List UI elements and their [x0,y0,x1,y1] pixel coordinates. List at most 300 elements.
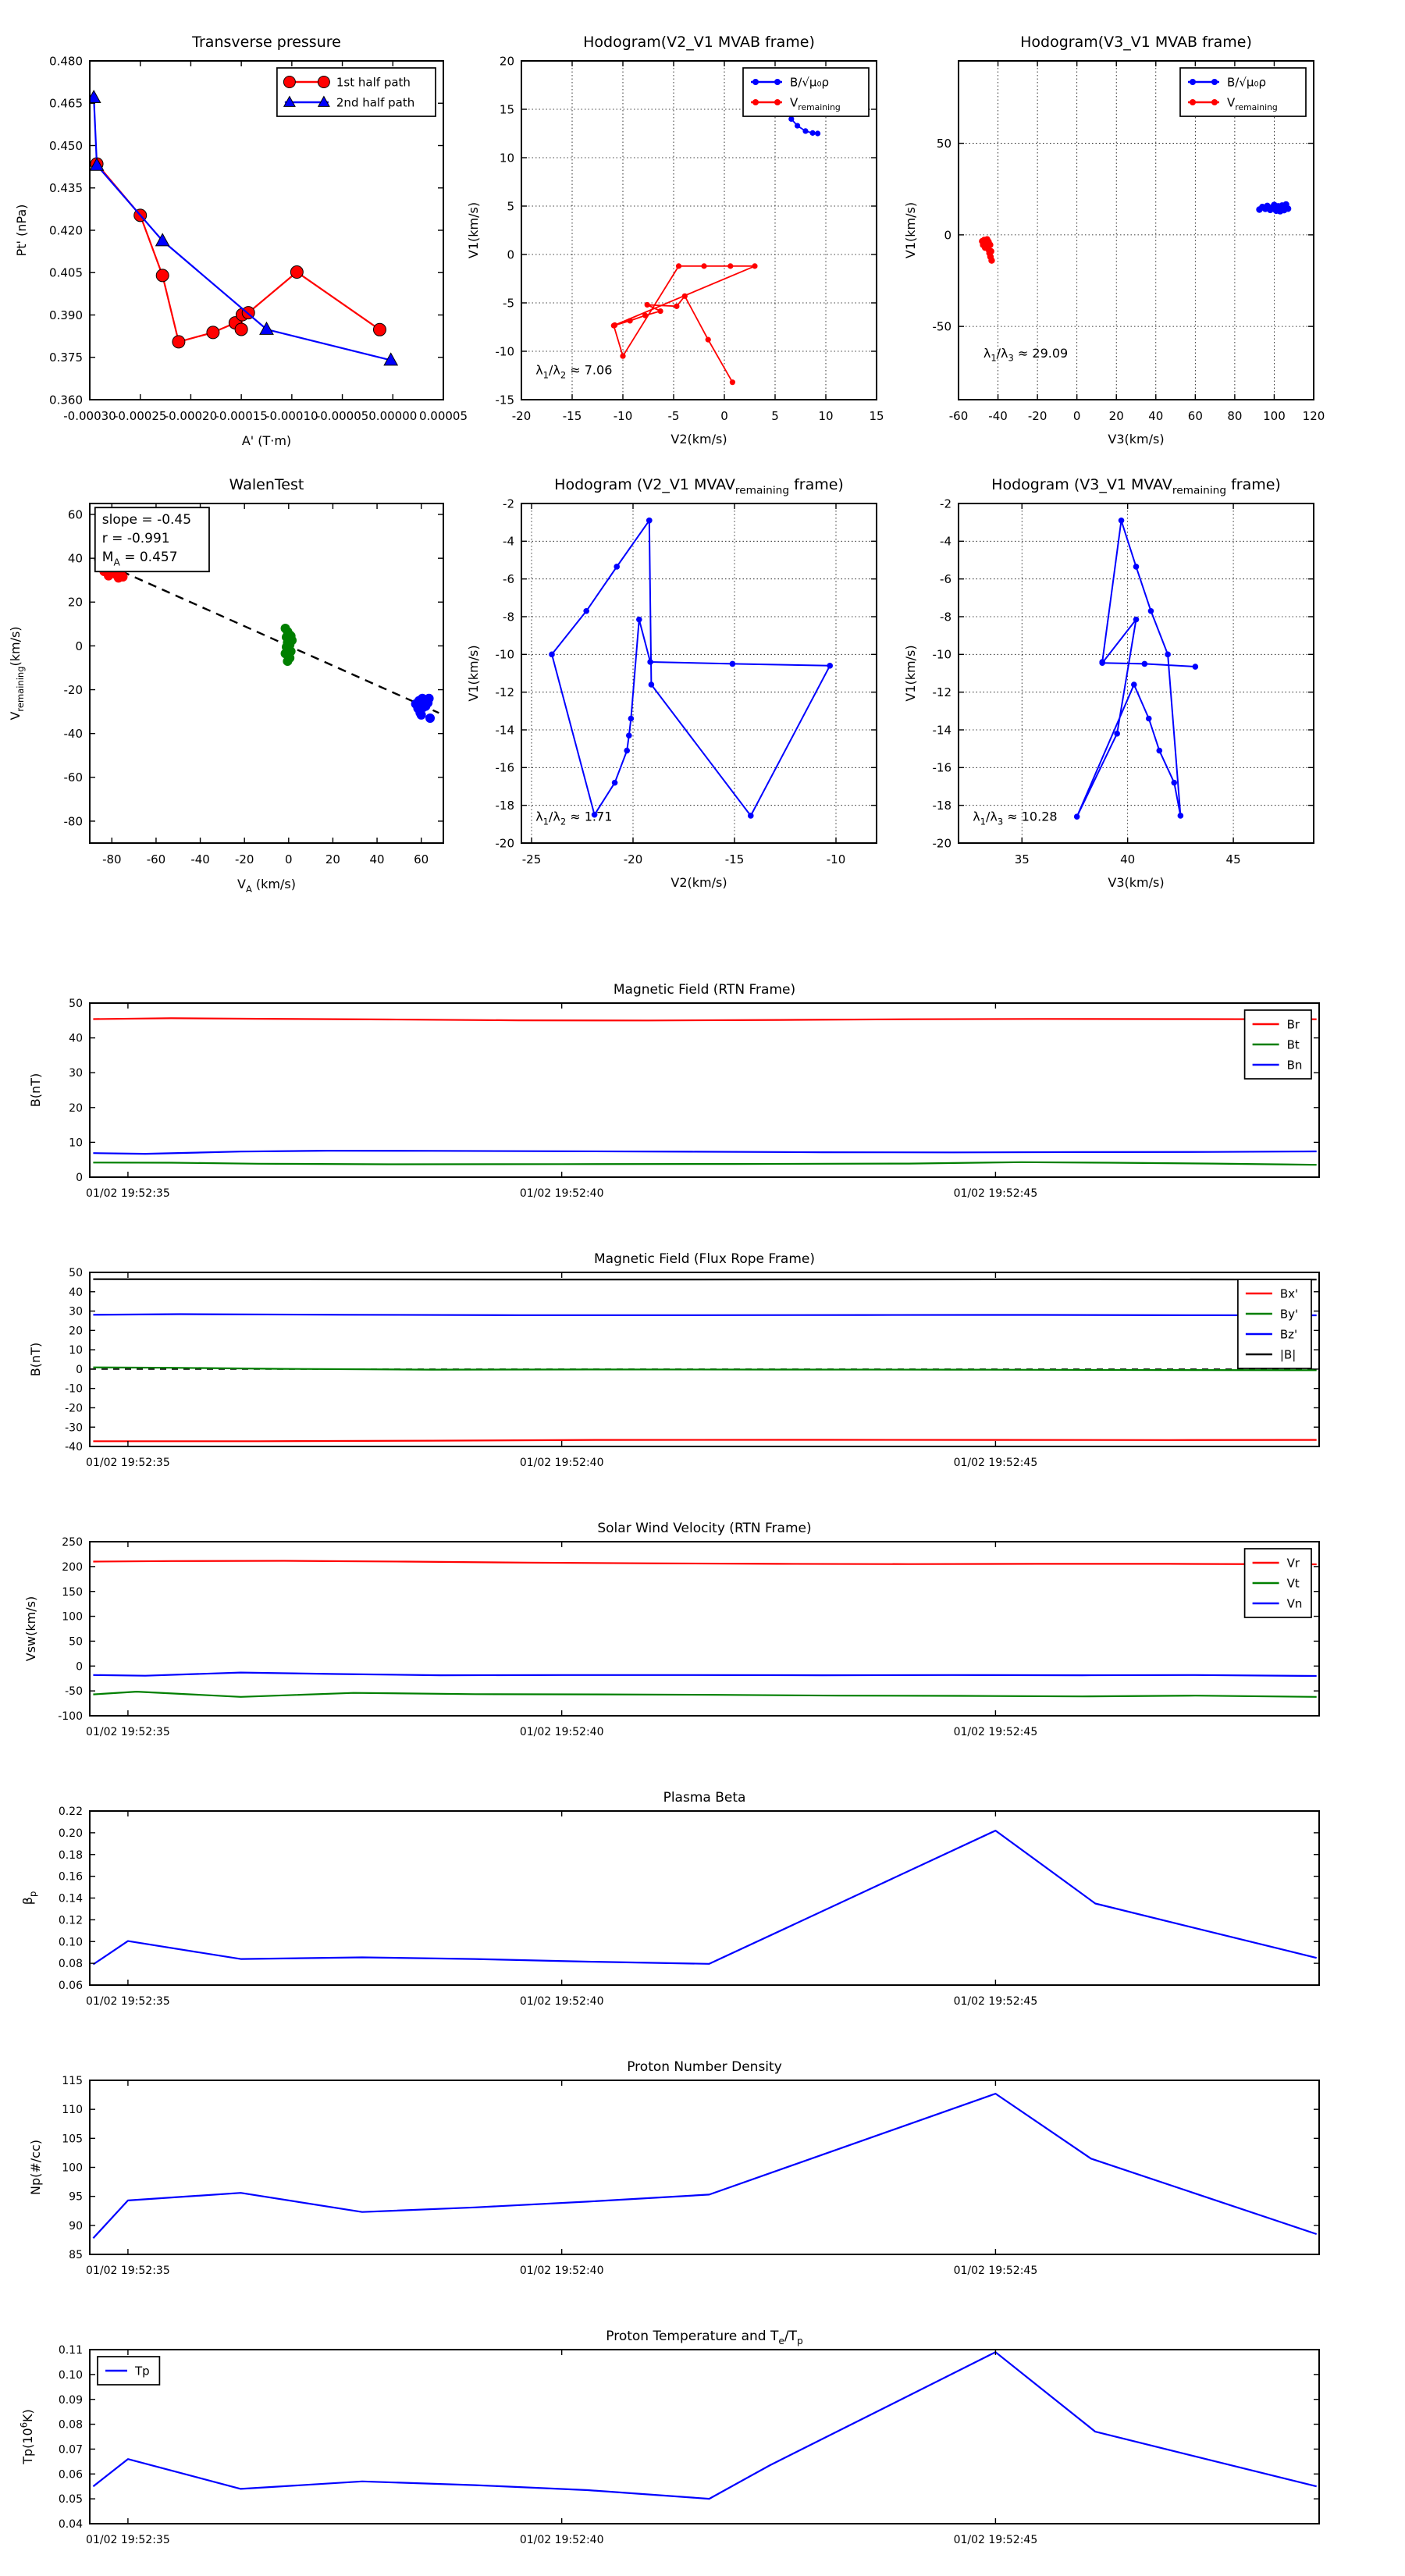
plot-area [93,1831,1316,1964]
marker-dot [642,313,648,318]
plot-area [87,91,398,365]
marker-dot [612,780,618,786]
marker-dot [1190,79,1196,85]
x-tick-label: 5 [771,409,779,423]
y-tick-label: 0.16 [58,1870,83,1884]
x-tick-label: -20 [1027,409,1048,423]
x-tick-label: 01/02 19:52:45 [953,1726,1038,1738]
y-axis-label: Vsw(km/s) [23,1596,38,1662]
y-tick-label: 0.360 [49,393,83,407]
marker-dot [1211,79,1218,85]
y-tick-label: 100 [62,2161,83,2175]
x-tick-label: -60 [948,409,969,423]
series-bx-line [93,1440,1316,1442]
legend-label-br: Br [1286,1017,1300,1032]
y-tick-label: 250 [62,1536,83,1550]
annotation-text: $M_A = 0.457$ [101,550,178,568]
y-tick-label: -18 [495,799,514,813]
x-axis-label: V3(km/s) [1108,875,1165,890]
marker-circle [290,266,303,279]
x-tick-label: 01/02 19:52:35 [86,2534,170,2546]
y-tick-label: -2 [503,496,514,511]
panel-title: Magnetic Field (Flux Rope Frame) [594,1251,815,1267]
marker-dot [1193,664,1199,670]
series-vr-line [93,1561,1316,1565]
y-tick-label: 0.06 [58,1980,83,1993]
series-np-line [93,2094,1316,2238]
y-tick-label: -14 [495,723,514,738]
marker-dot [988,258,994,264]
y-axis-label: V1(km/s) [466,201,481,259]
marker-dot [1133,564,1140,570]
y-tick-label: 0.18 [58,1848,83,1862]
y-tick-label: -20 [63,682,83,697]
panel-plasma-beta [20,1790,1319,2008]
marker-dot [795,123,800,128]
y-tick-label: 0.12 [58,1914,83,1927]
y-tick-label: -50 [932,319,951,334]
marker-dot [1146,716,1152,722]
y-tick-label: -30 [65,1421,83,1435]
grid [521,503,877,843]
ticks [90,1272,1319,1446]
y-tick-label: 0.375 [49,350,83,365]
series-fit-line-line [94,559,439,713]
x-tick-label: 60 [414,852,429,866]
x-tick-label: -5 [667,409,680,423]
y-tick-label: 0.405 [49,265,83,280]
y-tick-label: 50 [936,136,951,151]
plot-area [93,1018,1316,1165]
panel-transverse-pressure [14,34,468,448]
y-tick-label: 0.420 [49,223,83,238]
panel-title: Hodogram(V3_V1 MVAB frame) [1020,34,1252,51]
y-tick-label: 0.22 [58,1806,83,1819]
x-tick-label: 01/02 19:52:35 [86,1726,170,1738]
panel-title: Hodogram (V3_V1 $MVAV_{remaining}$ frame) [991,476,1281,497]
marker-dot [647,659,653,665]
y-tick-label: 150 [62,1585,83,1599]
y-axis-label: $\beta_p$ [20,1891,38,1905]
marker-dot [612,322,617,328]
x-tick-label: 0.00000 [368,409,418,423]
ticks [90,1542,1319,1716]
marker-circle [207,326,219,339]
x-tick-label: 01/02 19:52:40 [519,1457,604,1469]
axes-frame [90,2350,1319,2524]
y-tick-label: 50 [69,998,83,1011]
y-tick-label: -50 [65,1685,83,1699]
x-tick-label: -25 [521,852,542,866]
panel-title: Transverse pressure [192,34,341,51]
x-tick-label: 01/02 19:52:35 [86,2265,170,2277]
x-tick-label: 01/02 19:52:40 [519,1995,604,2008]
marker-dot [752,263,757,269]
marker-dot [1190,99,1196,105]
legend [1238,1279,1311,1368]
y-tick-label: 115 [62,2075,83,2088]
x-tick-label: -60 [146,852,166,866]
y-tick-label: -60 [63,770,83,785]
x-tick-label: -20 [623,852,643,866]
x-tick-label: -80 [102,852,122,866]
y-tick-label: 0.04 [58,2518,83,2532]
y-tick-label: -4 [940,534,951,549]
marker-dot [1171,780,1177,786]
ticks [521,503,877,843]
x-tick-label: 0 [1072,409,1081,423]
x-tick-label: 60 [1187,409,1203,423]
y-tick-label: 50 [69,1267,83,1280]
marker-dot [620,354,625,359]
marker-dot [1133,617,1140,623]
x-tick-label: -40 [190,852,210,866]
series-beta-p-line [93,1831,1316,1964]
marker-dot [636,617,642,623]
ticks [959,503,1314,843]
x-tick-label: 0.00005 [418,409,468,423]
marker-dot [730,379,735,385]
marker-dot [774,99,781,105]
x-tick-label: -0.00025 [113,409,167,423]
x-tick-label: 0 [720,409,728,423]
series-bz-line [93,1315,1316,1316]
y-tick-label: -14 [932,723,951,738]
marker-circle [156,269,169,282]
y-tick-label: 5 [507,199,514,214]
marker-circle [235,323,247,336]
plot-area [611,116,820,385]
plot-area [1074,518,1198,820]
y-tick-label: -10 [495,344,514,359]
legend-label-by: By' [1279,1307,1299,1322]
marker-dot [752,99,759,105]
y-tick-label: 0.09 [58,2393,83,2407]
marker-circle [318,76,329,88]
series-v-path-line [552,521,830,816]
axes-frame [90,2080,1319,2254]
marker-circle [373,323,386,336]
x-tick-label: -15 [724,852,745,866]
y-tick-label: 0.10 [58,2368,83,2382]
series-br-line [93,1018,1316,1020]
x-tick-label: 01/02 19:52:45 [953,1187,1038,1200]
marker-dot [1211,99,1218,105]
y-tick-label: 40 [67,551,83,566]
panel-title: Solar Wind Velocity (RTN Frame) [597,1521,812,1536]
x-tick-label: -0.00005 [315,409,369,423]
y-tick-label: 0.06 [58,2468,83,2482]
y-tick-label: 0.10 [58,1936,83,1949]
x-tick-label: 01/02 19:52:45 [953,1995,1038,2008]
x-tick-label: -10 [826,852,846,866]
marker-dot [649,681,655,688]
marker-dot [1142,661,1148,667]
legend-label-bt: Bt [1286,1037,1300,1052]
y-tick-label: 100 [62,1610,83,1624]
y-axis-label: V1(km/s) [903,201,918,259]
x-tick-label: 01/02 19:52:35 [86,1457,170,1469]
y-tick-label: 200 [62,1560,83,1574]
marker-dot [417,710,426,720]
marker-dot [1285,205,1291,212]
x-tick-label: 120 [1302,409,1325,423]
x-tick-label: 20 [1108,409,1124,423]
legend [98,2357,159,2385]
legend-label-2nd-half-path: 2nd half path [336,95,415,110]
legend-label-v-remaining: $V_{remaining}$ [790,95,841,112]
x-tick-label: 40 [1148,409,1164,423]
marker-dot [676,263,681,269]
marker-dot [1074,813,1080,820]
marker-dot [614,564,620,570]
y-tick-label: 105 [62,2133,83,2146]
marker-dot [810,130,816,136]
y-tick-label: -6 [503,572,514,587]
y-tick-label: 20 [67,595,83,610]
panel-title: Proton Temperature and $T_e/T_p$ [606,2329,803,2347]
y-tick-label: 0 [507,247,514,262]
x-tick-label: 01/02 19:52:35 [86,1187,170,1200]
x-tick-label: -0.00015 [215,409,268,423]
y-tick-label: 0.480 [49,54,83,69]
x-tick-label: 10 [818,409,834,423]
y-tick-label: 10 [69,1344,83,1357]
x-axis-label: $V_A$ (km/s) [237,877,296,895]
y-tick-label: -16 [932,760,951,775]
y-tick-label: 40 [69,1032,83,1045]
legend-label-bn: Bn [1286,1058,1303,1073]
legend-label-b: B/√μ₀ρ [790,75,829,90]
annotation-text: $\lambda_1/\lambda_3 \approx 10.28$ [973,809,1058,827]
x-tick-label: -20 [511,409,532,423]
marker-dot [1119,518,1125,524]
ticks [90,2350,1319,2524]
marker-dot [624,748,630,754]
marker-dot [827,663,833,669]
legend [1180,68,1306,116]
panel-title: Magnetic Field (RTN Frame) [613,982,796,998]
legend-label-b: B/√μ₀ρ [1227,75,1266,90]
x-tick-label: 0 [285,852,293,866]
x-tick-label: -15 [562,409,582,423]
marker-dot [658,308,663,314]
y-tick-label: -80 [63,814,83,829]
marker-dot [1099,660,1105,666]
marker-dot [628,716,635,722]
marker-dot [1165,652,1171,658]
y-tick-label: -4 [503,534,514,549]
x-tick-label: 01/02 19:52:45 [953,2534,1038,2546]
y-tick-label: -16 [495,760,514,775]
legend-label-vt: Vt [1286,1576,1300,1591]
y-tick-label: 15 [499,102,514,117]
axes-frame [90,1542,1319,1716]
annotation-text: $\lambda_1/\lambda_2 \approx 7.06$ [535,362,613,381]
legend-label-v-remaining: $V_{remaining}$ [1227,95,1278,112]
y-tick-label: -5 [503,296,514,311]
marker-dot [802,128,808,133]
y-tick-label: 90 [69,2219,83,2233]
plot-area [90,1279,1319,1442]
x-tick-label: 45 [1225,852,1241,866]
marker-dot [788,116,794,122]
panel-mag-frf [28,1251,1319,1469]
marker-dot [1131,681,1137,688]
x-tick-label: -0.00030 [63,409,116,423]
panel-hodogram-v3v1-mvav [903,476,1314,890]
marker-dot [1178,813,1184,819]
x-tick-label: -10 [613,409,633,423]
marker-dot [752,79,759,85]
x-axis-label: V2(km/s) [670,432,727,447]
y-axis-label: V1(km/s) [466,645,481,702]
panel-hodogram-v2v1-mvav [466,476,877,890]
marker-dot [628,318,633,323]
x-tick-label: 01/02 19:52:40 [519,1726,604,1738]
y-tick-label: 0.390 [49,308,83,322]
annotation-text: $\lambda_1/\lambda_2 \approx 1.71$ [535,809,613,827]
x-tick-label: -20 [234,852,254,866]
marker-circle [283,76,295,88]
y-tick-label: 0.450 [49,138,83,153]
series-tp-line [93,2352,1316,2499]
grid [959,503,1314,843]
ticks [90,2080,1319,2254]
legend-label-bz: Bz' [1279,1327,1298,1342]
y-tick-label: -10 [932,647,951,662]
marker-dot [425,694,434,703]
y-tick-label: -10 [65,1382,83,1396]
panel-title: Hodogram(V2_V1 MVAB frame) [583,34,815,51]
series-vn-line [93,1673,1316,1676]
x-tick-label: 40 [369,852,385,866]
plot-area [93,2094,1316,2238]
y-tick-label: 40 [69,1286,83,1299]
y-tick-label: -20 [65,1402,83,1415]
y-axis-label: Np(#/cc) [28,2140,43,2195]
y-tick-label: 0.05 [58,2493,83,2507]
y-tick-label: 0 [76,1660,83,1674]
x-tick-label: -0.00010 [265,409,318,423]
plot-area [549,518,833,819]
x-tick-label: 15 [869,409,884,423]
x-tick-label: 01/02 19:52:45 [953,2265,1038,2277]
x-axis-label: V3(km/s) [1108,432,1165,447]
x-tick-label: -0.00020 [164,409,218,423]
marker-dot [730,661,736,667]
series-v-remaining-line [614,266,755,382]
x-axis-label: V2(km/s) [670,875,727,890]
y-tick-label: -15 [495,393,514,407]
axes-frame [521,503,877,843]
series-bn-line [93,1151,1316,1154]
y-tick-label: 0 [944,228,951,243]
y-tick-label: -18 [932,799,951,813]
y-tick-label: -8 [940,610,951,624]
y-tick-label: 60 [67,507,83,522]
y-tick-label: 85 [69,2249,83,2262]
y-tick-label: 0 [76,1172,83,1185]
axes-frame [959,503,1314,843]
marker-dot [674,304,679,309]
x-tick-label: 100 [1263,409,1286,423]
legend [743,68,869,116]
y-axis-label: $V_{remaining}(km/s)$ [8,626,26,720]
x-tick-label: 01/02 19:52:35 [86,1995,170,2008]
y-tick-label: 0.20 [58,1827,83,1840]
legend-label-bx: Bx' [1279,1286,1299,1301]
panel-vsw-rtn [23,1521,1319,1738]
marker-dot [988,248,994,254]
y-tick-label: 0.11 [58,2344,83,2357]
legend-label-vn: Vn [1286,1596,1303,1611]
y-tick-label: -6 [940,572,951,587]
legend-label-vr: Vr [1286,1556,1300,1571]
y-tick-label: -8 [503,610,514,624]
y-tick-label: -20 [495,836,514,851]
marker-dot [549,652,555,658]
marker-dot [682,294,688,299]
marker-dot [815,130,820,136]
panel-title: Plasma Beta [663,1790,746,1806]
marker-dot [626,732,632,738]
y-tick-label: -40 [65,1441,83,1454]
x-axis-label: A' (T·m) [241,433,292,448]
y-tick-label: 30 [69,1305,83,1318]
y-tick-label: 0.14 [58,1892,83,1905]
marker-dot [1148,608,1154,614]
marker-dot [425,713,435,723]
y-tick-label: -2 [940,496,951,511]
series-bt-line [93,1162,1316,1165]
marker-dot [283,656,292,666]
marker-dot [1114,731,1120,737]
annotation-text: $\lambda_1/\lambda_3 \approx 29.09$ [983,345,1069,364]
y-tick-label: 20 [499,54,514,69]
legend [1245,1010,1311,1079]
y-tick-label: 30 [69,1067,83,1080]
marker-circle [173,336,185,348]
panel-proton-density [28,2059,1319,2277]
panel-hodogram-v2v1-mvab [466,34,884,447]
y-tick-label: 0.08 [58,2418,83,2432]
panel-mag-rtn [28,982,1319,1200]
legend [1245,1549,1311,1617]
series-vt-line [93,1692,1316,1697]
x-tick-label: 35 [1014,852,1030,866]
annotation-text: slope = -0.45 [101,512,192,528]
panel-walen-test [8,476,443,895]
marker-dot [987,242,993,248]
y-tick-label: 20 [69,1101,83,1115]
plot-area [94,555,439,723]
marker-dot [727,263,733,269]
series-bmag-line [93,1279,1316,1280]
y-axis-label: V1(km/s) [903,645,918,702]
marker-dot [748,813,754,819]
y-tick-label: -10 [495,647,514,662]
annotation-text: r = -0.991 [101,531,170,547]
y-tick-label: 10 [499,151,514,165]
legend-label-tp: Tp [135,2364,150,2379]
y-tick-label: 0 [76,1363,83,1376]
axes-frame [90,1272,1319,1446]
y-axis-label: $Tp(10^6K)$ [18,2409,35,2464]
y-tick-label: -12 [495,685,514,700]
panel-title: Hodogram (V2_V1 $MVAV_{remaining}$ frame) [554,476,844,497]
y-axis-label: Pt' (nPa) [14,204,29,257]
